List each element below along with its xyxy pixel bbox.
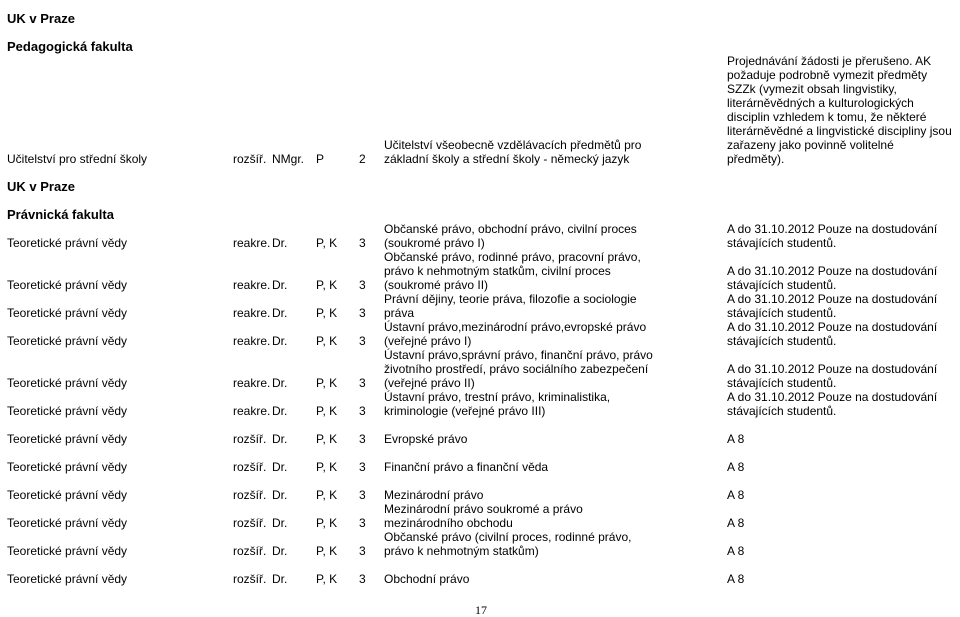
field-cell-line: Ústavní právo,mezinárodní právo,evropské právo: [384, 320, 647, 334]
university-name: UK v Praze: [7, 11, 75, 26]
degree-cell: Dr.: [272, 334, 288, 348]
years-cell: 3: [359, 544, 366, 558]
degree-cell: NMgr.: [272, 152, 305, 166]
degree-cell: Dr.: [272, 516, 288, 530]
type-cell: reakre.: [233, 278, 271, 292]
note-line: požaduje podrobně vymezit předměty: [727, 68, 928, 82]
program-cell: Teoretické právní vědy: [7, 376, 128, 390]
note-line: Projednávání žádosti je přerušeno. AK: [727, 54, 932, 68]
years-cell: 3: [359, 488, 366, 502]
note-line: A do 31.10.2012 Pouze na dostudování: [727, 222, 938, 236]
form-cell: P, K: [316, 544, 338, 558]
program-cell: Učitelství pro střední školy: [7, 152, 148, 166]
note-line: předměty).: [727, 152, 785, 166]
note-line: disciplin vzhledem k tomu, že některé: [727, 110, 927, 124]
field-cell-line: Učitelství všeobecně vzdělávacích předmětů pro: [384, 138, 642, 152]
years-cell: 3: [359, 334, 366, 348]
field-cell-line: právo k nehmotným statkům, civilní proces: [384, 264, 611, 278]
field-cell-line: Mezinárodní právo soukromé a právo: [384, 502, 583, 516]
note-line: A do 31.10.2012 Pouze na dostudování: [727, 264, 938, 278]
field-cell-line: Ústavní právo,správní právo, finanční právo, právo: [384, 348, 653, 362]
type-cell: reakre.: [233, 306, 271, 320]
form-cell: P, K: [316, 236, 338, 250]
form-cell: P, K: [316, 432, 338, 446]
university-name: UK v Praze: [7, 179, 75, 194]
years-cell: 3: [359, 432, 366, 446]
degree-cell: Dr.: [272, 376, 288, 390]
field-cell-line: Ústavní právo, trestní právo, kriminalistika,: [384, 390, 611, 404]
degree-cell: Dr.: [272, 572, 288, 586]
field-cell-line: Evropské právo: [384, 432, 468, 446]
type-cell: rozšíř.: [233, 460, 267, 474]
field-cell-line: (veřejné právo II): [384, 376, 475, 390]
note-cell: A 8: [727, 432, 745, 446]
program-cell: Teoretické právní vědy: [7, 516, 128, 530]
years-cell: 2: [359, 152, 366, 166]
note-line: zařazeny jako povinně volitelné: [727, 138, 894, 152]
field-cell-line: (soukromé právo II): [384, 278, 489, 292]
type-cell: rozšíř.: [233, 488, 267, 502]
degree-cell: Dr.: [272, 278, 288, 292]
program-cell: Teoretické právní vědy: [7, 236, 128, 250]
form-cell: P, K: [316, 572, 338, 586]
field-cell-line: životního prostředí, právo sociálního zabezpečení: [384, 362, 649, 376]
form-cell: P, K: [316, 460, 338, 474]
faculty-name: Pedagogická fakulta: [7, 39, 133, 54]
field-cell-line: mezinárodního obchodu: [384, 516, 513, 530]
type-cell: rozšíř.: [233, 516, 267, 530]
form-cell: P, K: [316, 488, 338, 502]
years-cell: 3: [359, 572, 366, 586]
degree-cell: Dr.: [272, 236, 288, 250]
note-cell: A 8: [727, 460, 745, 474]
field-cell-line: (soukromé právo I): [384, 236, 485, 250]
note-line: stávajících studentů.: [727, 334, 837, 348]
field-cell-line: Právní dějiny, teorie práva, filozofie a sociologie: [384, 292, 637, 306]
form-cell: P, K: [316, 516, 338, 530]
type-cell: reakre.: [233, 334, 271, 348]
field-cell-line: Mezinárodní právo: [384, 488, 484, 502]
years-cell: 3: [359, 306, 366, 320]
page-number: 17: [475, 603, 487, 617]
note-line: literárněvědné a lingvistické discipliny jsou: [727, 124, 952, 138]
note-line: SZZk (vymezit obsah lingvistiky,: [727, 82, 897, 96]
program-cell: Teoretické právní vědy: [7, 572, 128, 586]
note-line: A do 31.10.2012 Pouze na dostudování: [727, 390, 938, 404]
field-cell-line: Finanční právo a finanční věda: [384, 460, 549, 474]
program-cell: Teoretické právní vědy: [7, 488, 128, 502]
years-cell: 3: [359, 236, 366, 250]
degree-cell: Dr.: [272, 544, 288, 558]
note-line: stávajících studentů.: [727, 236, 837, 250]
program-cell: Teoretické právní vědy: [7, 432, 128, 446]
note-line: stávajících studentů.: [727, 306, 837, 320]
note-line: stávajících studentů.: [727, 278, 837, 292]
degree-cell: Dr.: [272, 432, 288, 446]
note-line: stávajících studentů.: [727, 376, 837, 390]
note-cell: A 8: [727, 544, 745, 558]
form-cell: P, K: [316, 376, 338, 390]
faculty-name: Právnická fakulta: [7, 207, 114, 222]
note-line: A do 31.10.2012 Pouze na dostudování: [727, 320, 938, 334]
years-cell: 3: [359, 278, 366, 292]
program-cell: Teoretické právní vědy: [7, 278, 128, 292]
type-cell: reakre.: [233, 236, 271, 250]
form-cell: P: [316, 152, 325, 166]
years-cell: 3: [359, 376, 366, 390]
degree-cell: Dr.: [272, 488, 288, 502]
note-line: literárněvědných a kulturologických: [727, 96, 914, 110]
type-cell: rozšíř.: [233, 152, 267, 166]
note-line: stávajících studentů.: [727, 404, 837, 418]
field-cell-line: práva: [384, 306, 415, 320]
type-cell: rozšíř.: [233, 432, 267, 446]
form-cell: P, K: [316, 334, 338, 348]
program-cell: Teoretické právní vědy: [7, 334, 128, 348]
type-cell: rozšíř.: [233, 572, 267, 586]
program-cell: Teoretické právní vědy: [7, 404, 128, 418]
program-cell: Teoretické právní vědy: [7, 460, 128, 474]
note-line: A do 31.10.2012 Pouze na dostudování: [727, 292, 938, 306]
form-cell: P, K: [316, 278, 338, 292]
note-cell: A 8: [727, 488, 745, 502]
field-cell-line: (veřejné právo I): [384, 334, 472, 348]
note-line: A do 31.10.2012 Pouze na dostudování: [727, 362, 938, 376]
type-cell: reakre.: [233, 404, 271, 418]
field-cell-line: Občanské právo, rodinné právo, pracovní právo,: [384, 250, 641, 264]
type-cell: rozšíř.: [233, 544, 267, 558]
years-cell: 3: [359, 516, 366, 530]
degree-cell: Dr.: [272, 460, 288, 474]
degree-cell: Dr.: [272, 404, 288, 418]
degree-cell: Dr.: [272, 306, 288, 320]
note-cell: A 8: [727, 516, 745, 530]
years-cell: 3: [359, 460, 366, 474]
type-cell: reakre.: [233, 376, 271, 390]
field-cell-line: Občanské právo (civilní proces, rodinné právo,: [384, 530, 632, 544]
program-cell: Teoretické právní vědy: [7, 544, 128, 558]
form-cell: P, K: [316, 306, 338, 320]
field-cell-line: právo k nehmotným statkům): [384, 544, 539, 558]
note-cell: A 8: [727, 572, 745, 586]
years-cell: 3: [359, 404, 366, 418]
program-cell: Teoretické právní vědy: [7, 306, 128, 320]
field-cell-line: Obchodní právo: [384, 572, 470, 586]
field-cell-line: Občanské právo, obchodní právo, civilní proces: [384, 222, 637, 236]
form-cell: P, K: [316, 404, 338, 418]
field-cell-line: základní školy a střední školy - německý jazyk: [384, 152, 630, 166]
field-cell-line: kriminologie (veřejné právo III): [384, 404, 546, 418]
